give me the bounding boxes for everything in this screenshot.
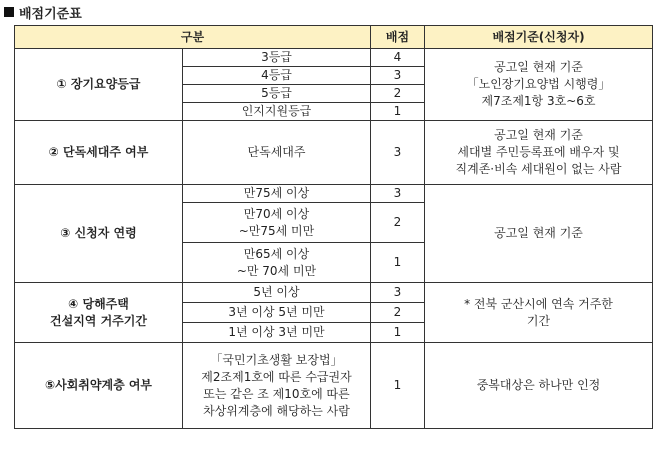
item-score: 3 — [371, 283, 425, 303]
item-score: 4 — [371, 49, 425, 67]
group-name: ⑤사회취약계층 여부 — [15, 343, 183, 429]
group-criteria: 공고일 현재 기준 세대별 주민등록표에 배우자 및 직계존·비속 세대원이 없는 사람 — [425, 121, 653, 185]
group-criteria: 공고일 현재 기준 — [425, 185, 653, 283]
group-name: ① 장기요양등급 — [15, 49, 183, 121]
item-label: 3등급 — [183, 49, 371, 67]
item-label: 4등급 — [183, 67, 371, 85]
header-category: 구분 — [15, 26, 371, 49]
item-score: 2 — [371, 85, 425, 103]
group-name: ② 단독세대주 여부 — [15, 121, 183, 185]
item-score: 2 — [371, 303, 425, 323]
item-score: 1 — [371, 243, 425, 283]
header-criteria: 배점기준(신청자) — [425, 26, 653, 49]
group-criteria: 공고일 현재 기준 「노인장기요양법 시행령」 제7조제1항 3호~6호 — [425, 49, 653, 121]
group-name: ③ 신청자 연령 — [15, 185, 183, 283]
table-row — [15, 49, 653, 67]
group-criteria: 중복대상은 하나만 인정 — [425, 343, 653, 429]
item-label: 인지지원등급 — [183, 103, 371, 121]
table-row — [15, 121, 653, 185]
item-label: 만75세 이상 — [183, 185, 371, 203]
section-heading — [4, 2, 82, 22]
table-row — [15, 283, 653, 303]
item-label: 만70세 이상 ~만75세 미만 — [183, 203, 371, 243]
item-score: 1 — [371, 103, 425, 121]
item-score: 3 — [371, 121, 425, 185]
item-label: 만65세 이상 ~만 70세 미만 — [183, 243, 371, 283]
group-name: ④ 당해주택 건설지역 거주기간 — [15, 283, 183, 343]
item-score: 1 — [371, 323, 425, 343]
header-row — [15, 26, 653, 49]
item-label: 5등급 — [183, 85, 371, 103]
group-criteria: * 전북 군산시에 연속 거주한 기간 — [425, 283, 653, 343]
table-row — [15, 185, 653, 203]
item-score: 3 — [371, 185, 425, 203]
item-score: 2 — [371, 203, 425, 243]
item-label: 5년 이상 — [183, 283, 371, 303]
item-score: 3 — [371, 67, 425, 85]
item-label: 「국민기초생활 보장법」 제2조제1호에 따른 수급권자 또는 같은 조 제10호에 따른 차상위계층에 해당하는 사람 — [183, 343, 371, 429]
scoring-table — [14, 25, 653, 429]
item-label: 1년 이상 3년 미만 — [183, 323, 371, 343]
table-row — [15, 343, 653, 429]
square-bullet-icon — [4, 7, 14, 17]
item-score: 1 — [371, 343, 425, 429]
item-label: 3년 이상 5년 미만 — [183, 303, 371, 323]
item-label: 단독세대주 — [183, 121, 371, 185]
header-score: 배점 — [371, 26, 425, 49]
heading-text: 배점기준표 — [19, 6, 82, 22]
